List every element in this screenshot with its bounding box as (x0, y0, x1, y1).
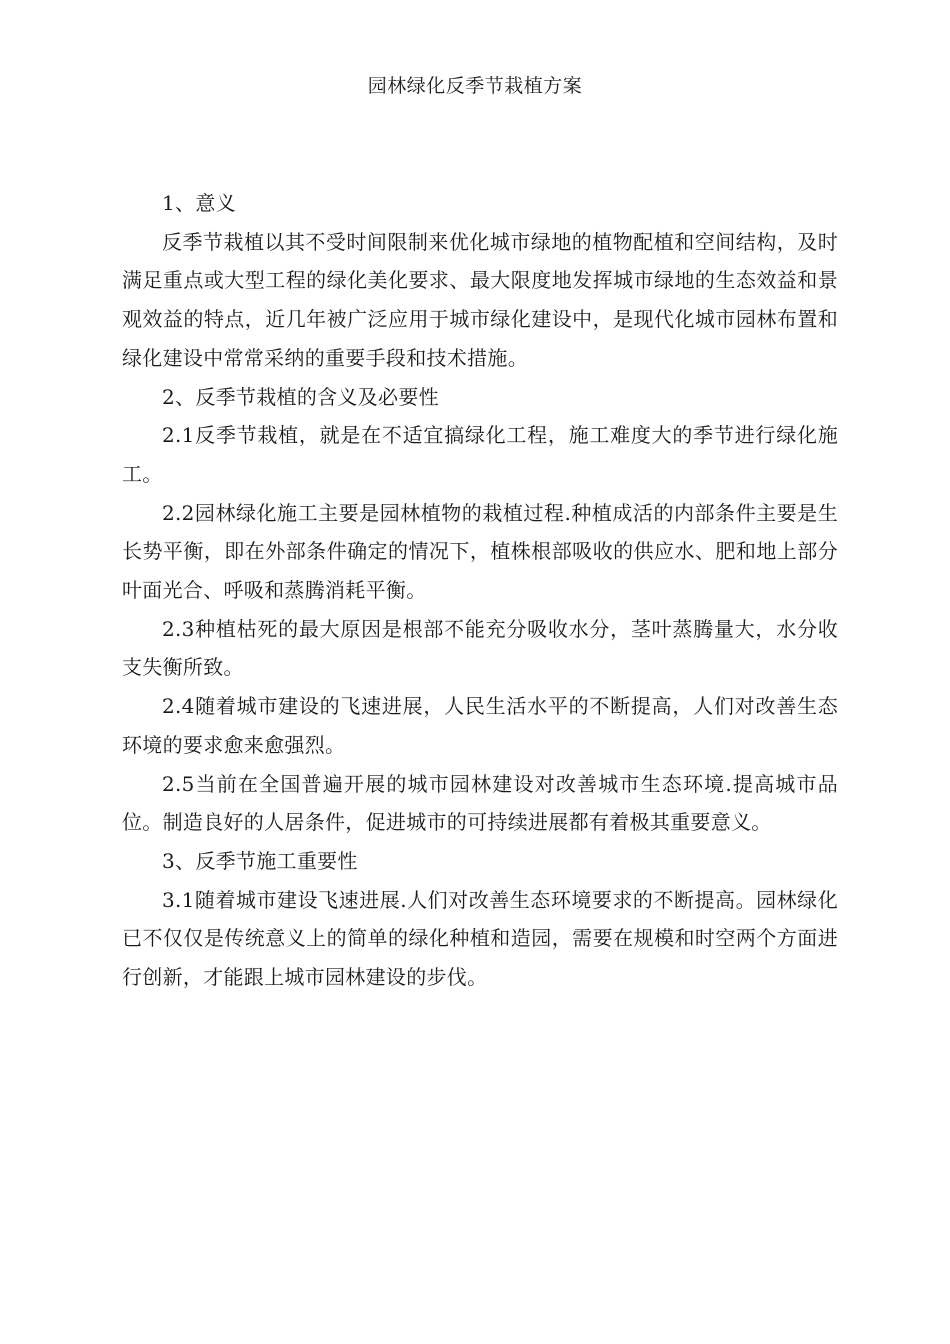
paragraph-significance: 反季节栽植以其不受时间限制来优化城市绿地的植物配植和空间结构，及时满足重点或大型工程的绿化美化要求、最大限度地发挥城市绿地的生态效益和景观效益的特点，近几年被广泛应用于城市绿化建设中，是现代化城市园林布置和绿化建设中常常采纳的重要手段和技术措施。 (122, 229, 838, 370)
paragraph-2-5: 2.5当前在全国普遍开展的城市园林建设对改善城市生态环境.提高城市品位。制造良好的人居条件，促进城市的可持续进展都有着极其重要意义。 (122, 771, 838, 835)
paragraph-2-2: 2.2园林绿化施工主要是园林植物的栽植过程.种植成活的内部条件主要是生长势平衡，即在外部条件确定的情况下，植株根部吸收的供应水、肥和地上部分叶面光合、呼吸和蒸腾消耗平衡。 (122, 500, 838, 603)
section-heading-1: 1、意义 (162, 191, 236, 215)
paragraph-2-1: 2.1反季节栽植，就是在不适宜搞绿化工程，施工难度大的季节进行绿化施工。 (122, 423, 838, 486)
section-heading-2: 2、反季节栽植的含义及必要性 (162, 384, 439, 409)
document-title: 园林绿化反季节栽植方案 (367, 75, 583, 97)
document-body (122, 184, 838, 997)
paragraph-2-4: 2.4随着城市建设的飞速进展，人民生活水平的不断提高，人们对改善生态环境的要求愈来愈强烈。 (122, 694, 838, 757)
section-heading-3: 3、反季节施工重要性 (162, 848, 358, 873)
paragraph-2-3: 2.3种植枯死的最大原因是根部不能充分吸收水分，茎叶蒸腾量大，水分收支失衡所致。 (122, 616, 838, 680)
paragraph-3-1: 3.1随着城市建设飞速进展.人们对改善生态环境要求的不断提高。园林绿化已不仅仅是传统意义上的简单的绿化种植和造园，需要在规模和时空两个方面进行创新，才能跟上城市园林建设的步伐。 (122, 887, 838, 990)
